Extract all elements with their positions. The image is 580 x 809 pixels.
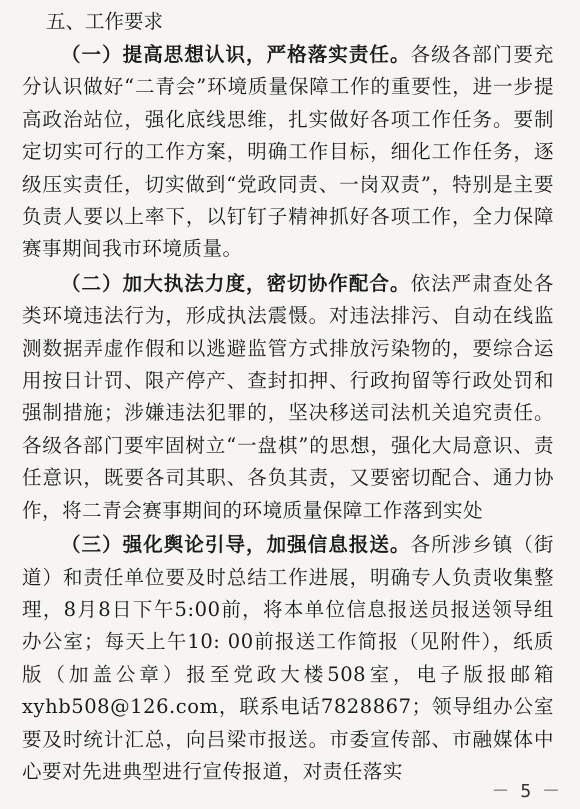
paragraph-1-body: 各级各部门要充分认识做好“二青会”环境质量保障工作的重要性，进一步提高政治站位，强化底线思维，扎实做好各项工作任务。要制定切实可行的工作方案，明确工作目标，细化工作任务，逐级压实责任，切实做到“党政同责、一岗双责”，特别是主要负责人要以上率下，以钉钉子精神抓好各项工作，全力保障赛事期间我市环境质量。 <box>22 43 554 261</box>
section-heading: 五、工作要求 <box>46 10 164 33</box>
paragraph-2-body: 依法严肃查处各类环境违法行为，形成执法震慑。对违法排污、自动在线监测数据弄虚作假和以逃避监管方式排放污染物的，要综合运用按日计罚、限产停产、查封扣押、行政拘留等行政处罚和强制措施；涉嫌违法犯罪的，坚决移送司法机关追究责任。各级各部门要牢固树立“一盘棋”的思想，强化大局意识、责任意识，既要各司其职、各负其责，又要密切配合、通力协作，将二青会赛事期间的环境质量保障工作落到实处 <box>22 271 554 522</box>
paragraph-2 <box>22 268 554 527</box>
paragraph-2-heading: （二）加大执法力度，密切协作配合。 <box>61 271 411 295</box>
paragraph-1 <box>22 39 554 266</box>
paragraph-3-heading: （三）强化舆论引导，加强信息报送。 <box>61 533 411 557</box>
paragraph-3 <box>22 529 554 788</box>
paragraph-3-body: 各所涉乡镇（街道）和责任单位要及时总结工作进展，明确专人负责收集整理，8月8日下午5:00前，将本单位信息报送员报送领导组办公室；每天上午10: 00前报送工作简报（见附件），纸质版（加盖公章）报至党政大楼508室，电子版报邮箱 xyhb508@126.com，联系电话7828867；领导组办公室要及时统计汇总，向吕梁市报送。市委宣传部、市融媒体中心要对先进典型进行宣传报道，对责任落实 <box>22 533 554 783</box>
paragraph-1-heading: （一）提高思想认识，严格落实责任。 <box>61 43 411 66</box>
page-number: － 5 － <box>491 781 560 802</box>
